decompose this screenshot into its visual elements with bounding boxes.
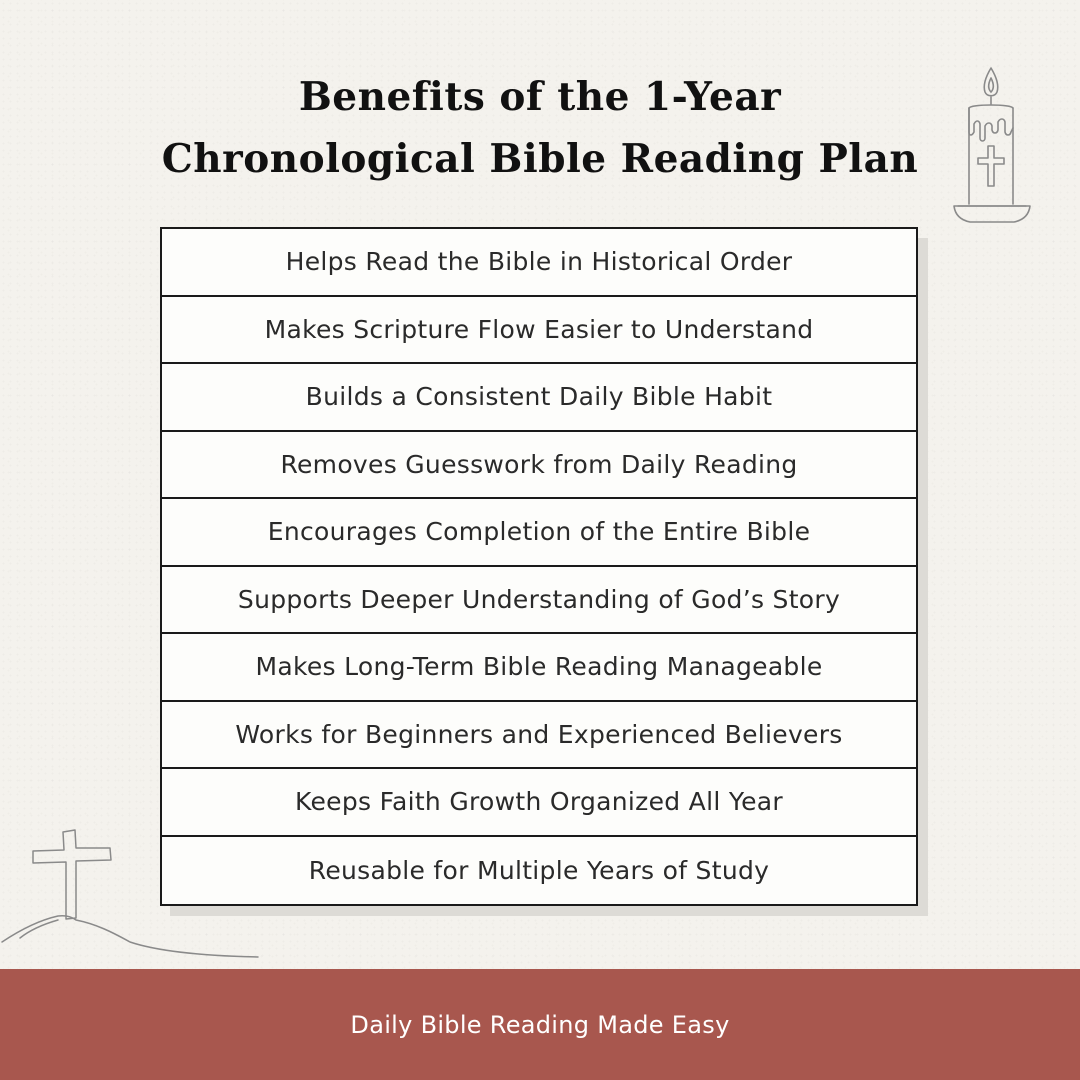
page-title [0,66,1080,190]
candle-with-cross-icon [950,64,1034,230]
benefit-row-1: Helps Read the Bible in Historical Order [162,229,916,297]
benefits-table [160,227,918,906]
benefit-row-8: Works for Beginners and Experienced Believers [162,702,916,770]
benefit-row-10: Reusable for Multiple Years of Study [308,855,770,885]
benefit-row-5: Encourages Completion of the Entire Bible [162,499,916,567]
benefit-row-3: Builds a Consistent Daily Bible Habit [162,364,916,432]
title-line-1: Benefits of the 1-Year [298,74,782,120]
benefit-row-4: Removes Guesswork from Daily Reading [162,432,916,500]
footer-tagline: Daily Bible Reading Made Easy [350,1010,730,1039]
benefit-row-9: Keeps Faith Growth Organized All Year [162,769,916,837]
footer-banner [0,969,1080,1080]
benefit-row-2: Makes Scripture Flow Easier to Understand [162,297,916,365]
benefit-row-6: Supports Deeper Understanding of God’s Story [162,567,916,635]
benefit-row-7: Makes Long-Term Bible Reading Manageable [162,634,916,702]
title-line-2: Chronological Bible Reading Plan [161,136,919,182]
